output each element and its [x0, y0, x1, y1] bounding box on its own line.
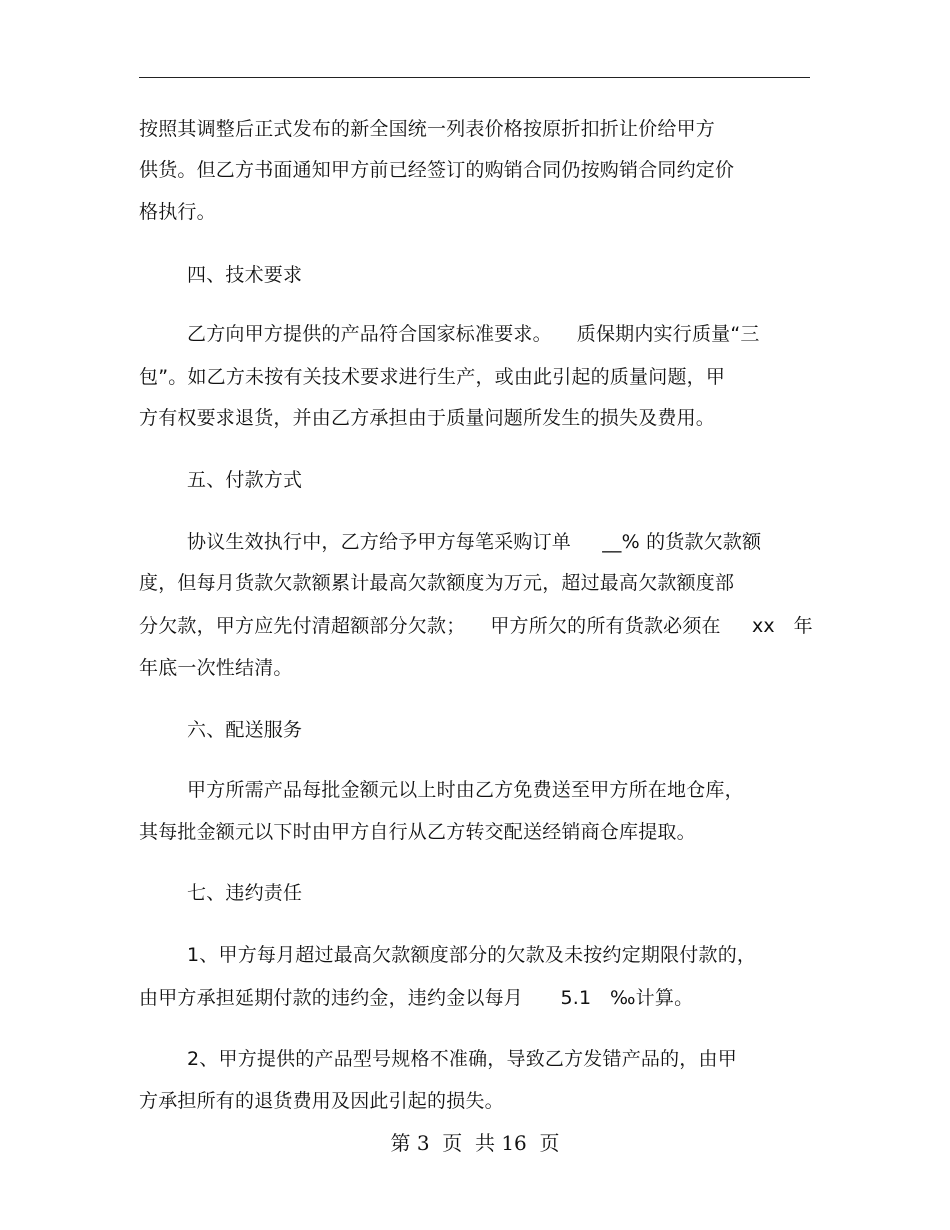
body-line: 由甲方承担延期付款的违约金，违约金以每月 5.1 ‰计算。: [139, 987, 694, 1009]
body-line: 1、甲方每月超过最高欠款额度部分的欠款及未按约定期限付款的，: [187, 944, 757, 966]
body-line: 2、甲方提供的产品型号规格不准确，导致乙方发错产品的，由甲: [187, 1048, 737, 1070]
section-heading: 四、技术要求: [187, 264, 303, 286]
page-footer: 第 3 页 共 16 页: [390, 1131, 560, 1155]
body-line: 分欠款，甲方应先付清超额部分欠款； 甲方所欠的所有货款必须在 xx 年: [139, 615, 813, 637]
header-rule: [139, 77, 810, 78]
body-line: 协议生效执行中，乙方给予甲方每笔采购订单 __% 的货款欠款额: [187, 531, 762, 553]
body-line: 供货。但乙方书面通知甲方前已经签订的购销合同仍按购销合同约定价: [139, 159, 735, 181]
body-line: 格执行。: [139, 201, 216, 223]
body-line: 方有权要求退货，并由乙方承担由于质量问题所发生的损失及费用。: [139, 407, 716, 429]
section-heading: 七、违约责任: [187, 882, 303, 904]
body-line: 包”。如乙方未按有关技术要求进行生产，或由此引起的质量问题，甲: [139, 366, 726, 388]
section-heading: 五、付款方式: [187, 469, 303, 491]
section-heading: 六、配送服务: [187, 719, 303, 741]
body-line: 度，但每月货款欠款额累计最高欠款额度为万元，超过最高欠款额度部: [139, 572, 735, 594]
body-line: 按照其调整后正式发布的新全国统一列表价格按原折扣折让价给甲方: [139, 118, 716, 140]
body-line: 乙方向甲方提供的产品符合国家标准要求。 质保期内实行质量“三: [187, 323, 760, 345]
body-line: 其每批金额元以下时由甲方自行从乙方转交配送经销商仓库提取。: [139, 821, 696, 843]
body-line: 甲方所需产品每批金额元以上时由乙方免费送至甲方所在地仓库，: [187, 779, 744, 801]
body-line: 方承担所有的退货费用及因此引起的损失。: [139, 1090, 504, 1112]
body-line: 年底一次性结清。: [139, 657, 293, 679]
